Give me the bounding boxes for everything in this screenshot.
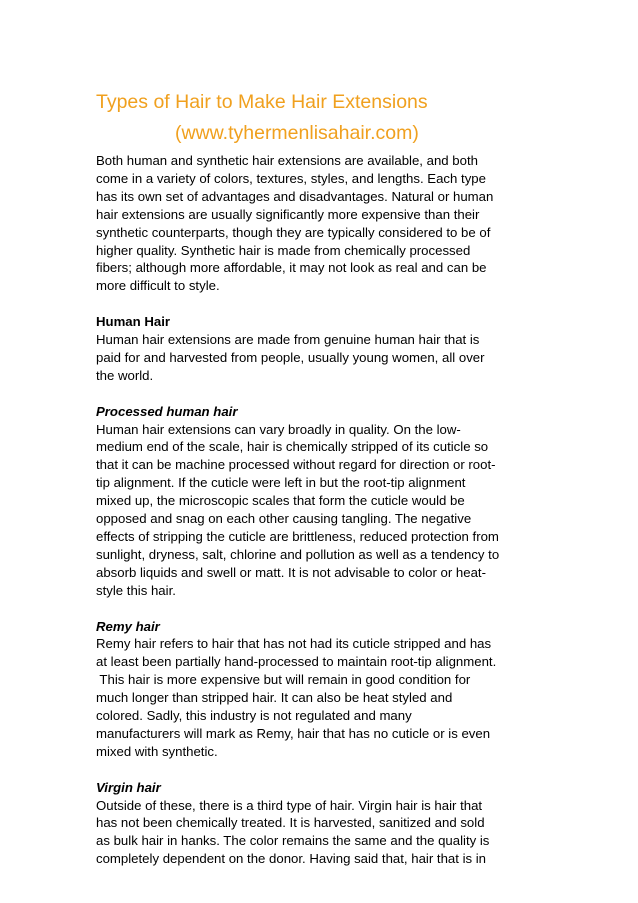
body-line: completely dependent on the donor. Having said that, hair that is in [96,851,487,867]
body-line: colored. Sadly, this industry is not regulated and many [96,708,412,724]
body-line: style this hair. [96,582,176,598]
body-line: tip alignment. If the cuticle were left in but the root-tip alignment [96,475,466,491]
intro-line: hair extensions are usually significantly more expensive than their [96,206,480,222]
section-heading: Remy hair [96,618,160,634]
section-virgin-hair [96,779,548,869]
document-title: Types of Hair to Make Hair Extensions [96,91,428,113]
body-line: Human hair extensions are made from genuine human hair that is [96,332,480,348]
body-line: sunlight, dryness, salt, chlorine and pollution as well as a tendency to [96,546,500,562]
intro-line: fibers; although more affordable, it may not look as real and can be [96,260,487,276]
section-heading: Virgin hair [96,779,161,795]
body-line: Human hair extensions can vary broadly in quality. On the low- [96,421,461,437]
section-body [96,421,548,600]
body-line: mixed up, the microscopic scales that form the cuticle would be [96,493,465,509]
section-heading: Processed human hair [96,403,238,419]
body-line: paid for and harvested from people, usually young women, all over [96,349,485,365]
section-heading: Human Hair [96,314,171,330]
body-line: that it can be machine processed without regard for direction or root- [96,457,496,473]
body-line: absorb liquids and swell or matt. It is not advisable to color or heat- [96,564,486,580]
body-line: much longer than stripped hair. It can also be heat styled and [96,690,453,706]
body-line: manufacturers will mark as Remy, hair that has no cuticle or is even [96,725,491,741]
body-line: opposed and snag on each other causing tangling. The negative [96,511,472,527]
body-line: Remy hair refers to hair that has not had its cuticle stripped and has [96,636,492,652]
intro-line: synthetic counterparts, though they are typically considered to be of [96,224,491,240]
section-body [96,797,548,869]
intro-line: more difficult to style. [96,278,220,294]
intro-line: come in a variety of colors, textures, styles, and lengths. Each type [96,170,486,186]
intro-line: higher quality. Synthetic hair is made from chemically processed [96,242,471,258]
body-line: Outside of these, there is a third type of hair. Virgin hair is hair that [96,797,483,813]
section-body [96,331,548,385]
body-line: medium end of the scale, hair is chemically stripped of its cuticle so [96,439,489,455]
intro-line: has its own set of advantages and disadvantages. Natural or human [96,188,494,204]
section-human-hair [96,313,548,385]
document-subtitle: (www.tyhermenlisahair.com) [175,122,419,144]
body-line: This hair is more expensive but will remain in good condition for [96,672,471,688]
intro-line: Both human and synthetic hair extensions are available, and both [96,153,478,168]
section-processed-human-hair [96,403,548,600]
body-line: mixed with synthetic. [96,743,218,759]
section-body [96,635,548,760]
body-line: at least been partially hand-processed to maintain root-tip alignment. [96,654,497,670]
body-line: as bulk hair in hanks. The color remains the same and the quality is [96,833,490,849]
body-line: has not been chemically treated. It is harvested, sanitized and sold [96,815,485,831]
body-line: the world. [96,367,154,383]
document-page [96,90,548,868]
intro-paragraph [96,152,548,295]
body-line: effects of stripping the cuticle are brittleness, reduced protection from [96,529,499,544]
section-remy-hair [96,618,548,761]
